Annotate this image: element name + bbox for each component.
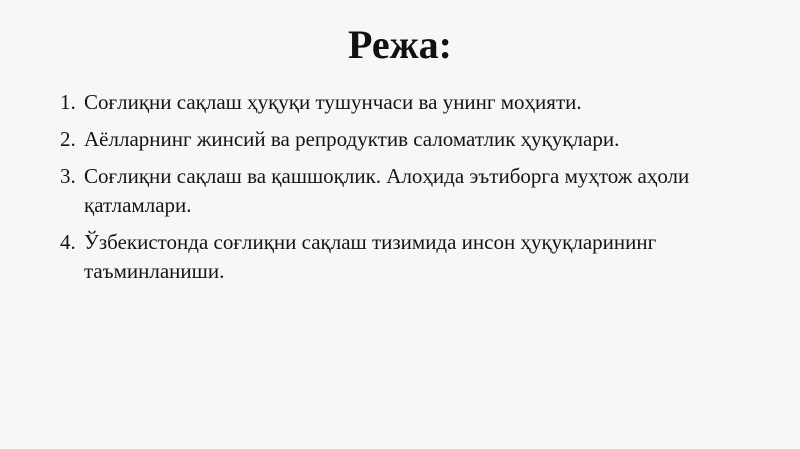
plan-item-number: 2.	[60, 127, 76, 151]
plan-item-2	[60, 125, 760, 154]
plan-item-number: 4.	[60, 230, 76, 254]
plan-item-3	[60, 162, 760, 220]
plan-list	[60, 88, 760, 294]
plan-item-text: Ўзбекистонда соғлиқни сақлаш тизимида инсон ҳуқуқларининг таъминланиши.	[84, 230, 657, 283]
plan-item-text: Аёлларнинг жинсий ва репродуктив саломатлик ҳуқуқлари.	[84, 127, 620, 151]
plan-item-text: Соғлиқни сақлаш ва қашшоқлик. Алоҳида эътиборга муҳтож аҳоли қатламлари.	[84, 164, 690, 217]
slide-title: Режа:	[348, 22, 452, 67]
plan-item-number: 3.	[60, 164, 76, 188]
plan-item-4	[60, 228, 760, 286]
plan-item-text: Соғлиқни сақлаш ҳуқуқи тушунчаси ва унинг моҳияти.	[84, 90, 582, 114]
plan-item-1	[60, 88, 760, 117]
plan-item-number: 1.	[60, 90, 76, 114]
